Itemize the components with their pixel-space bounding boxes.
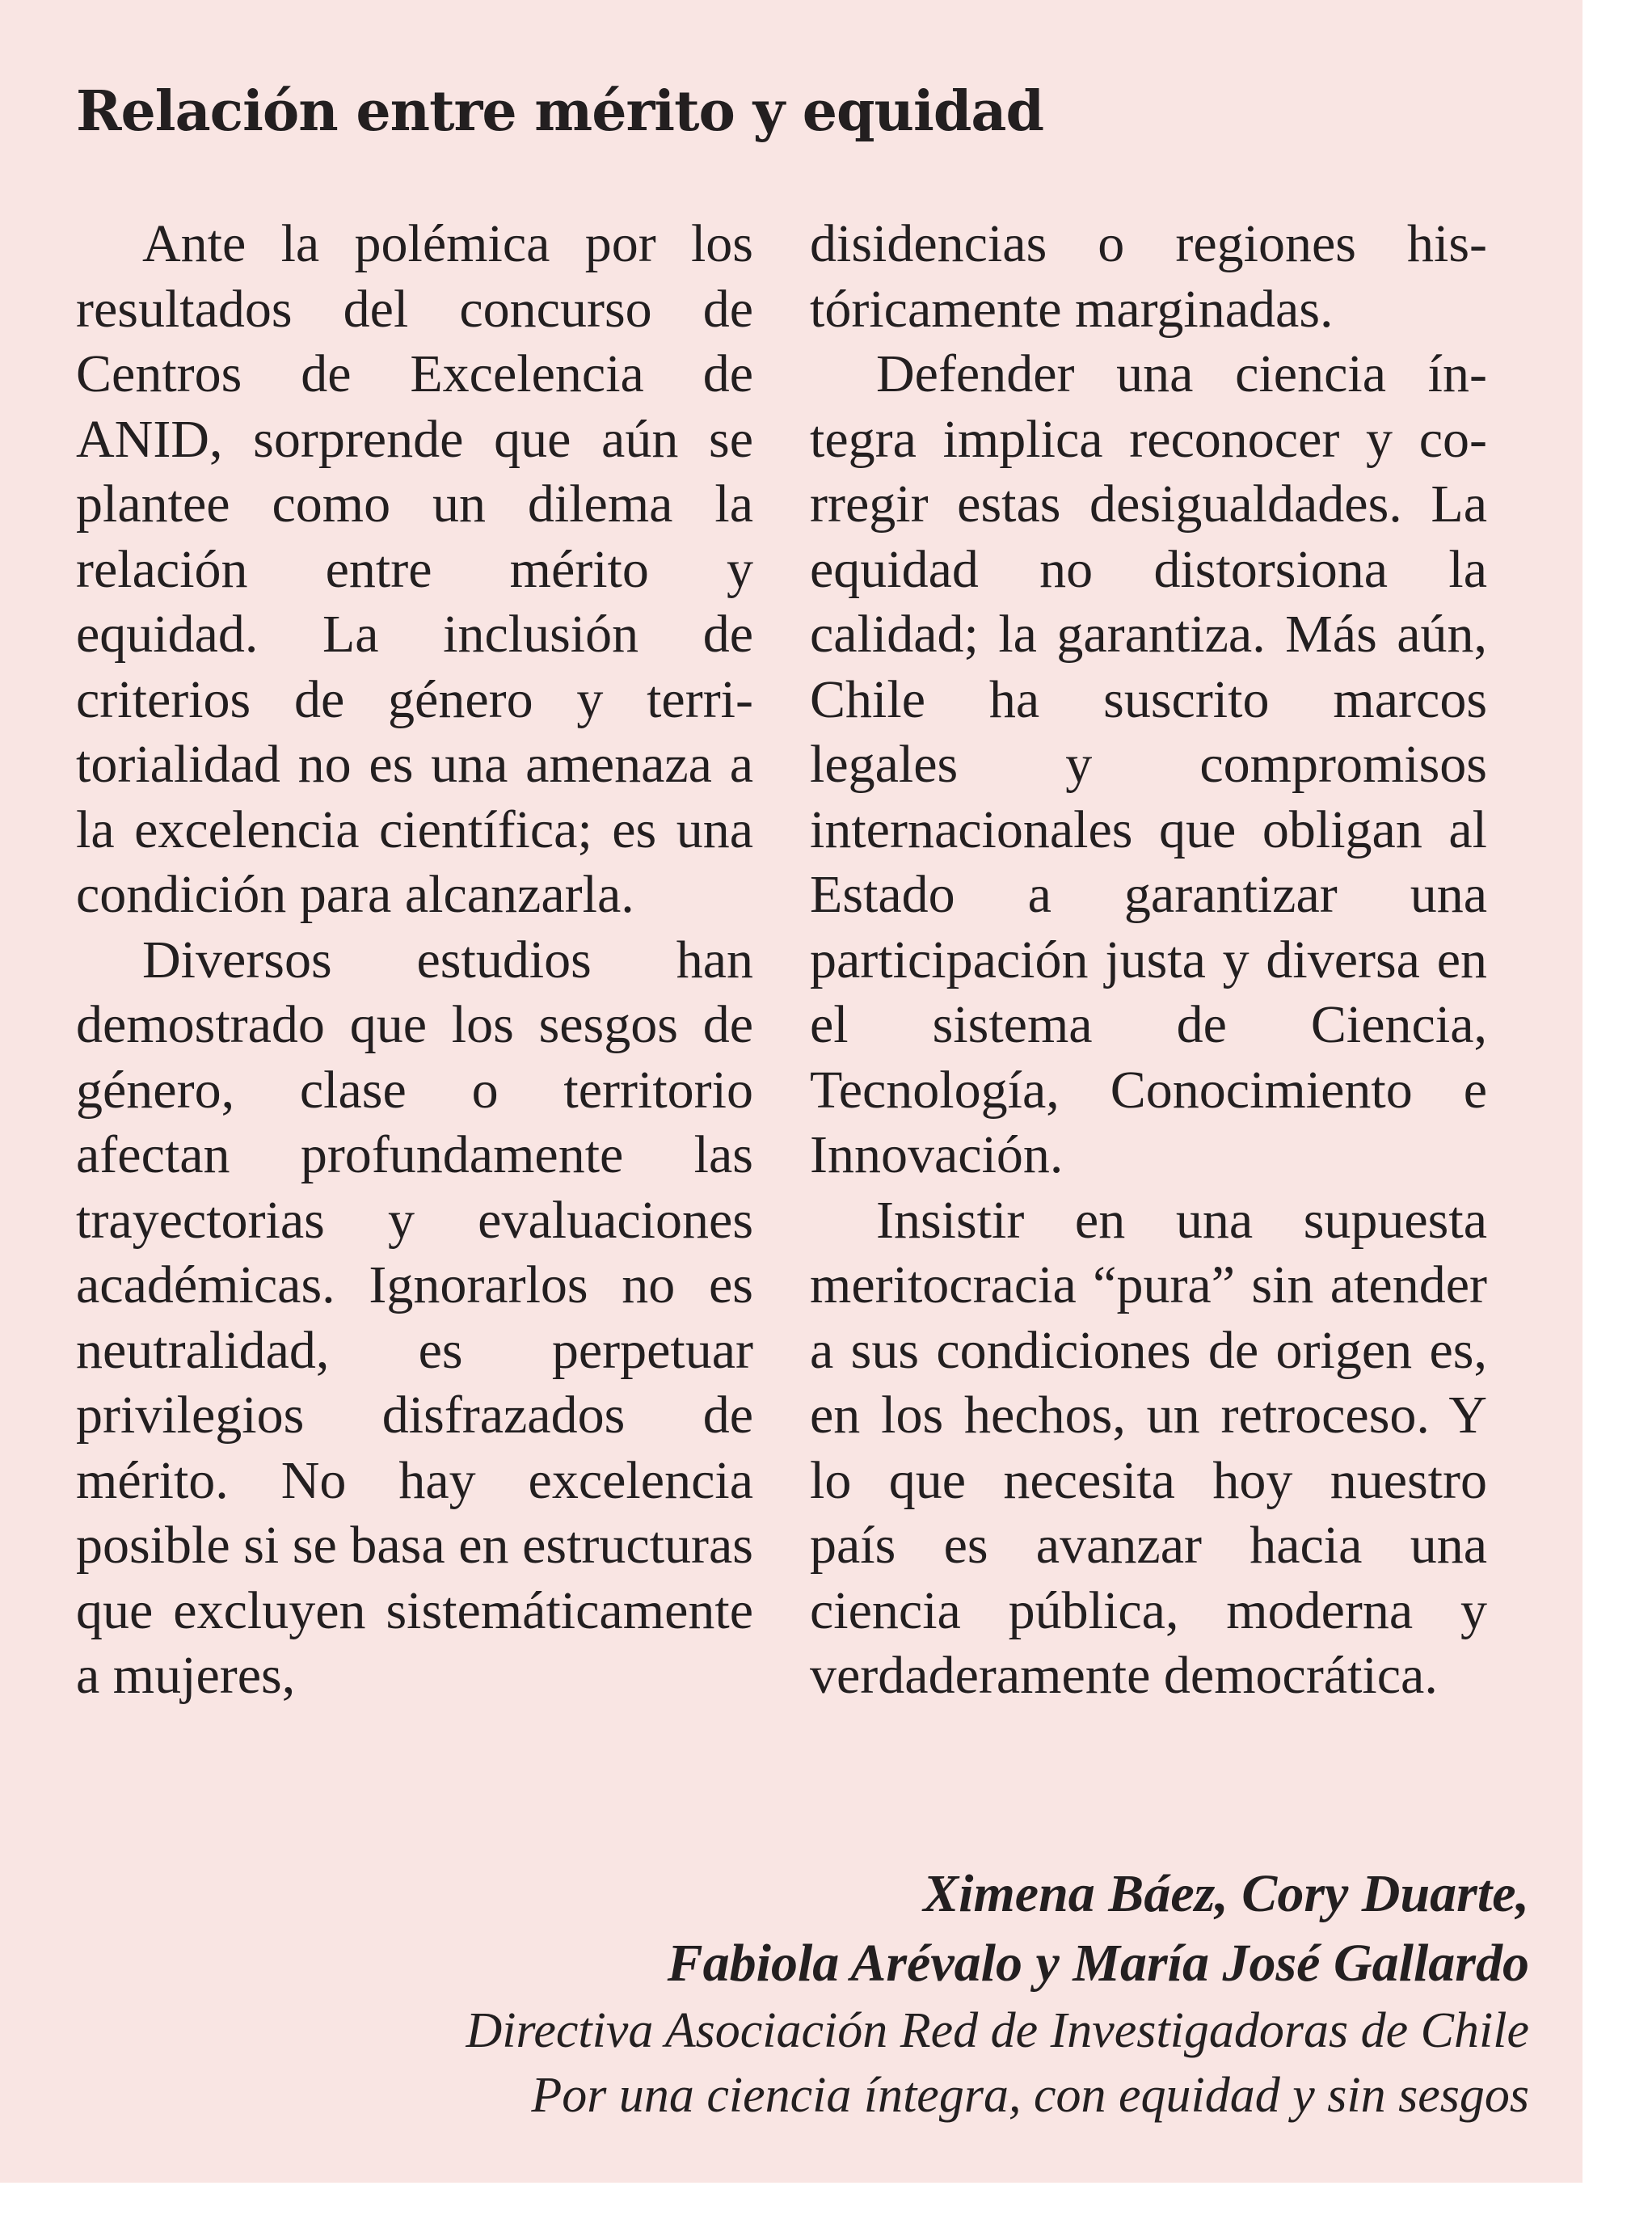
affiliation-line: Por una ciencia íntegra, con equidad y sin sesgos bbox=[531, 2068, 1529, 2123]
left-column bbox=[76, 212, 753, 1709]
signature-block bbox=[466, 1859, 1529, 2128]
paragraph: Ante la polémica por los resultados del concurso de Centros de Excelencia de ANID, sorprende que aún se plantee como un dilema la relación entre mérito y equidad. La inclusión de criterios de género y territorialidad no es una amenaza a la excelencia científica; es una condición para alcanzarla. bbox=[76, 214, 753, 924]
right-column bbox=[810, 212, 1487, 1709]
authors-line: Fabiola Arévalo y María José Gallardo bbox=[667, 1934, 1529, 1993]
article-title: Relación entre mérito y equidad bbox=[76, 79, 1043, 144]
paragraph: Defender una ciencia íntegra implica reconocer y corregir estas desigualdades. La equidad no distorsiona la calidad; la garantiza. Más aún, Chile ha suscrito marcos legales y compromisos internacionales que obligan al Estado a garantizar una participación justa y diversa en el sistema de Ciencia, Tecnología, Conocimiento e Innovación. bbox=[810, 344, 1487, 1184]
paragraph-continuation: disidencias o regiones históricamente marginadas. bbox=[810, 214, 1487, 339]
paragraph: Diversos estudios han demostrado que los sesgos de género, clase o territorio afectan profundamente las trayectorias y evaluaciones académicas. Ignorarlos no es neutralidad, es perpetuar privilegios disfrazados de mérito. No hay excelencia posible si se basa en estructuras que excluyen sistemáticamente a mujeres, bbox=[76, 930, 753, 1705]
affiliation-line: Directiva Asociación Red de Investigadoras de Chile bbox=[466, 2003, 1529, 2058]
authors-line: Ximena Báez, Cory Duarte, bbox=[923, 1864, 1529, 1923]
paragraph: Insistir en una supuesta meritocracia “pura” sin atender a sus condiciones de origen es, en los hechos, un retroceso. Y lo que necesita hoy nuestro país es avanzar hacia una ciencia pública, moderna y verdaderamente democrática. bbox=[810, 1190, 1487, 1705]
